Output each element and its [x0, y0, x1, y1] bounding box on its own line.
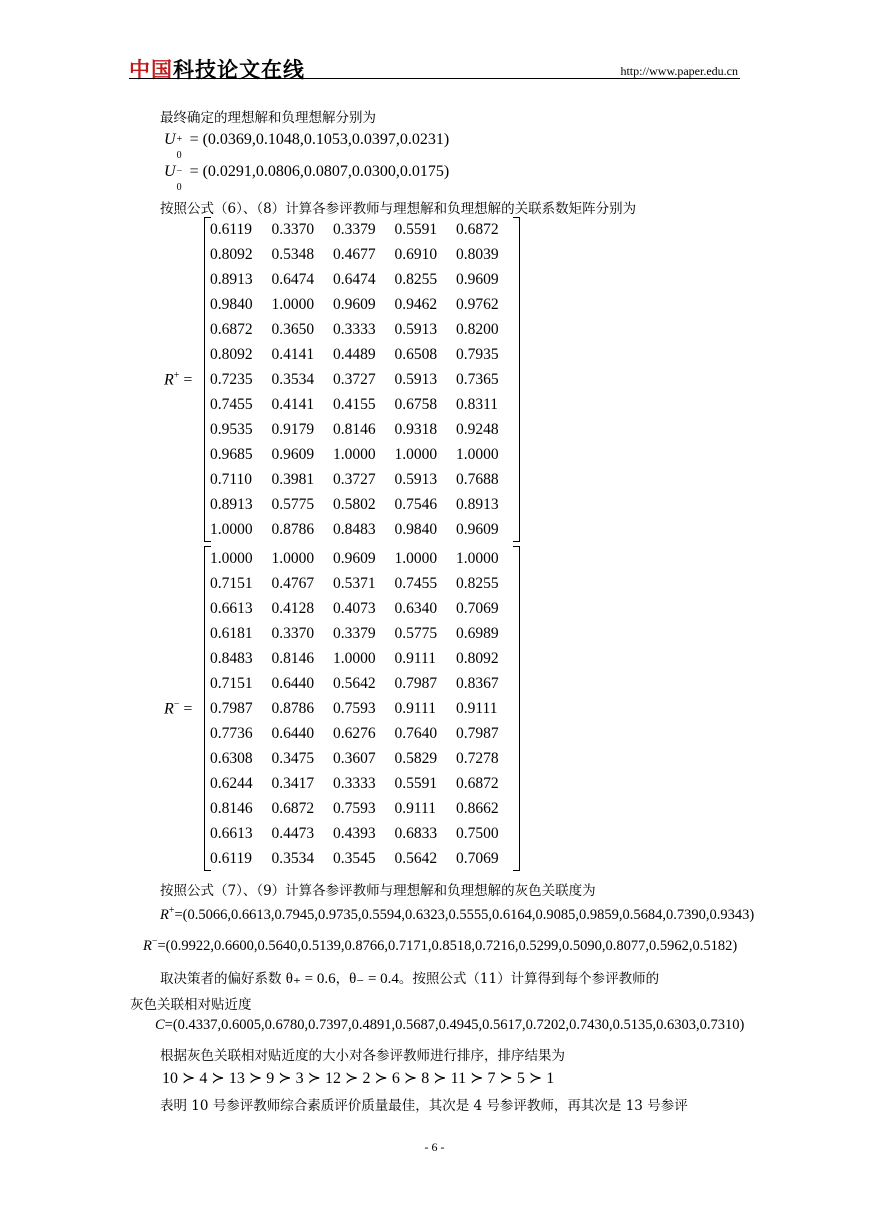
- matrix-cell: 0.7546: [394, 495, 438, 513]
- matrix-cell: 0.3534: [271, 849, 315, 867]
- matrix-cell: 0.6181: [210, 624, 253, 642]
- matrix-cell: 0.6276: [333, 724, 376, 742]
- matrix-cell: 0.6474: [333, 270, 376, 288]
- matrix-cell: 0.9535: [210, 420, 253, 438]
- matrix-cell: 0.8483: [333, 520, 376, 538]
- formula-line-1: 按照公式（6）、（8）计算各参评教师与理想解和负理想解的关联系数矩阵分别为: [160, 201, 637, 217]
- matrix-cell: 0.3475: [271, 749, 315, 767]
- matrix-row: [204, 746, 512, 771]
- header-rule: [129, 78, 740, 79]
- matrix-row: [204, 721, 512, 746]
- c-degree: C=(0.4337,0.6005,0.6780,0.7397,0.4891,0.5687,0.4945,0.5617,0.7202,0.7430,0.5135,0.6303,0.7310): [155, 1017, 745, 1033]
- r-minus-label: R− =: [164, 699, 193, 718]
- matrix-cell: 0.4393: [333, 824, 376, 842]
- matrix-cell: 0.7593: [333, 799, 376, 817]
- matrix-cell: 0.4489: [333, 345, 376, 363]
- matrix-cell: 0.7935: [456, 345, 499, 363]
- matrix-row: [204, 442, 512, 467]
- matrix-cell: 0.3981: [271, 470, 315, 488]
- matrix-row: [204, 217, 512, 242]
- matrix-cell: 0.5913: [394, 470, 438, 488]
- preference-line-2: 灰色关联相对贴近度: [130, 997, 252, 1013]
- matrix-cell: 0.6872: [456, 220, 499, 238]
- matrix-cell: 0.8092: [456, 649, 499, 667]
- matrix-row: [204, 796, 512, 821]
- matrix-cell: 0.9318: [394, 420, 438, 438]
- matrix-cell: 0.6872: [210, 320, 253, 338]
- header-url[interactable]: http://www.paper.edu.cn: [620, 64, 738, 78]
- conclusion-line: 表明 10 号参评教师综合素质评价质量最佳，其次是 4 号参评教师，再其次是 13 号参评: [160, 1098, 688, 1114]
- r-plus-label: R+ =: [164, 370, 193, 389]
- matrix-cell: 0.8146: [333, 420, 376, 438]
- matrix-cell: 0.8913: [210, 495, 253, 513]
- matrix-row: [204, 417, 512, 442]
- matrix-cell: 0.6989: [456, 624, 499, 642]
- matrix-cell: 0.5591: [394, 220, 438, 238]
- matrix-cell: 1.0000: [333, 445, 376, 463]
- matrix-cell: 1.0000: [271, 549, 315, 567]
- matrix-cell: 0.9762: [456, 295, 499, 313]
- u-minus-equation: U − 0 = (0.0291,0.0806,0.0807,0.0300,0.0175): [164, 163, 450, 193]
- matrix-cell: 0.8786: [271, 699, 315, 717]
- matrix-cell: 0.9840: [394, 520, 438, 538]
- matrix-cell: 0.9111: [394, 799, 436, 817]
- matrix-cell: 0.9462: [394, 295, 438, 313]
- matrix-cell: 0.7365: [456, 370, 499, 388]
- journal-logo: 中国科技论文在线: [129, 58, 305, 82]
- matrix-cell: 0.5802: [333, 495, 376, 513]
- matrix-cell: 0.4473: [271, 824, 315, 842]
- preference-line: 取决策者的偏好系数 θ₊ = 0.6，θ₋ = 0.4。按照公式（11）计算得到每个参评教师的: [160, 971, 660, 987]
- matrix-cell: 0.9609: [333, 549, 376, 567]
- matrix-cell: 0.3379: [333, 624, 376, 642]
- matrix-row: [204, 392, 512, 417]
- matrix-row: [204, 596, 512, 621]
- matrix-cell: 0.9248: [456, 420, 499, 438]
- matrix-cell: 0.5591: [394, 774, 438, 792]
- matrix-cell: 0.3607: [333, 749, 376, 767]
- matrix-cell: 1.0000: [210, 520, 253, 538]
- matrix-cell: 0.3370: [271, 624, 315, 642]
- matrix-cell: 0.6910: [394, 245, 438, 263]
- matrix-cell: 0.3333: [333, 320, 376, 338]
- matrix-cell: 0.5371: [333, 574, 376, 592]
- matrix-cell: 0.8255: [394, 270, 438, 288]
- matrix-cell: 0.6440: [271, 724, 315, 742]
- matrix-cell: 0.7069: [456, 849, 499, 867]
- matrix-cell: 0.4141: [271, 395, 315, 413]
- matrix-cell: 0.7151: [210, 574, 253, 592]
- matrix-row: [204, 317, 512, 342]
- matrix-cell: 0.8483: [210, 649, 253, 667]
- matrix-cell: 0.6308: [210, 749, 253, 767]
- matrix-cell: 0.7455: [394, 574, 438, 592]
- matrix-cell: 0.8913: [456, 495, 499, 513]
- matrix-cell: 0.9609: [333, 295, 376, 313]
- matrix-cell: 0.9111: [394, 649, 436, 667]
- matrix-cell: 0.6758: [394, 395, 438, 413]
- matrix-row: [204, 696, 512, 721]
- r-minus-degree: R−=(0.9922,0.6600,0.5640,0.5139,0.8766,0.7171,0.8518,0.7216,0.5299,0.5090,0.8077,0.5962,0.5182): [143, 936, 738, 954]
- matrix-row: [204, 546, 512, 571]
- matrix-cell: 0.3417: [271, 774, 315, 792]
- matrix-cell: 0.3727: [333, 470, 376, 488]
- matrix-cell: 0.6474: [271, 270, 315, 288]
- matrix-cell: 0.9111: [394, 699, 436, 717]
- matrix-cell: 1.0000: [210, 549, 253, 567]
- matrix-cell: 0.8092: [210, 245, 253, 263]
- matrix-cell: 0.9685: [210, 445, 253, 463]
- matrix-cell: 0.3379: [333, 220, 376, 238]
- matrix-cell: 0.7455: [210, 395, 253, 413]
- matrix-cell: 0.3370: [271, 220, 315, 238]
- matrix-cell: 0.8367: [456, 674, 499, 692]
- matrix-cell: 0.4141: [271, 345, 315, 363]
- intro-line: 最终确定的理想解和负理想解分别为: [160, 110, 376, 126]
- matrix-row: [204, 342, 512, 367]
- matrix-cell: 0.7110: [210, 470, 253, 488]
- matrix-cell: 0.6340: [394, 599, 438, 617]
- matrix-cell: 0.5642: [333, 674, 376, 692]
- matrix-cell: 0.5348: [271, 245, 315, 263]
- matrix-cell: 0.3333: [333, 774, 376, 792]
- matrix-cell: 0.7500: [456, 824, 499, 842]
- matrix-row: [204, 671, 512, 696]
- matrix-row: [204, 646, 512, 671]
- matrix-cell: 0.9609: [456, 270, 499, 288]
- matrix-cell: 0.7235: [210, 370, 253, 388]
- matrix-cell: 0.3650: [271, 320, 315, 338]
- matrix-cell: 1.0000: [456, 445, 499, 463]
- matrix-cell: 0.9111: [456, 699, 498, 717]
- matrix-cell: 0.7688: [456, 470, 499, 488]
- r-minus-matrix: [204, 546, 512, 871]
- matrix-row: [204, 467, 512, 492]
- matrix-cell: 0.6119: [210, 849, 253, 867]
- matrix-cell: 0.8039: [456, 245, 499, 263]
- matrix-cell: 0.7640: [394, 724, 438, 742]
- matrix-cell: 0.7987: [456, 724, 499, 742]
- matrix-cell: 0.6833: [394, 824, 438, 842]
- matrix-cell: 0.9840: [210, 295, 253, 313]
- matrix-cell: 0.8255: [456, 574, 499, 592]
- matrix-row: [204, 771, 512, 796]
- r-plus-degree: R+=(0.5066,0.6613,0.7945,0.9735,0.5594,0.6323,0.5555,0.6164,0.9085,0.9859,0.5684,0.7390,0.9343): [160, 905, 755, 923]
- u-plus-equation: U + 0 = (0.0369,0.1048,0.1053,0.0397,0.0231): [164, 131, 450, 161]
- matrix-cell: 0.6613: [210, 824, 253, 842]
- matrix-row: [204, 571, 512, 596]
- matrix-cell: 0.4767: [271, 574, 315, 592]
- matrix-cell: 0.7736: [210, 724, 253, 742]
- matrix-cell: 0.6119: [210, 220, 253, 238]
- matrix-cell: 1.0000: [333, 649, 376, 667]
- matrix-cell: 0.5775: [394, 624, 438, 642]
- matrix-row: [204, 621, 512, 646]
- matrix-cell: 0.8662: [456, 799, 499, 817]
- matrix-cell: 0.7069: [456, 599, 499, 617]
- matrix-cell: 0.4128: [271, 599, 315, 617]
- matrix-cell: 0.7278: [456, 749, 499, 767]
- matrix-cell: 0.9609: [456, 520, 499, 538]
- matrix-cell: 1.0000: [394, 445, 438, 463]
- matrix-cell: 0.7987: [210, 699, 253, 717]
- matrix-cell: 0.5829: [394, 749, 438, 767]
- matrix-row: [204, 242, 512, 267]
- matrix-cell: 0.9179: [271, 420, 315, 438]
- matrix-row: [204, 267, 512, 292]
- matrix-cell: 0.5775: [271, 495, 315, 513]
- matrix-cell: 0.8200: [456, 320, 499, 338]
- matrix-cell: 0.8913: [210, 270, 253, 288]
- matrix-cell: 0.5913: [394, 320, 438, 338]
- matrix-row: [204, 517, 512, 542]
- matrix-cell: 0.7151: [210, 674, 253, 692]
- matrix-cell: 0.8786: [271, 520, 315, 538]
- page-number: - 6 -: [424, 1140, 445, 1154]
- matrix-row: [204, 846, 512, 871]
- matrix-cell: 0.3545: [333, 849, 376, 867]
- matrix-cell: 0.8146: [210, 799, 253, 817]
- matrix-cell: 0.4073: [333, 599, 376, 617]
- matrix-cell: 0.6613: [210, 599, 253, 617]
- matrix-cell: 0.5642: [394, 849, 438, 867]
- matrix-row: [204, 292, 512, 317]
- matrix-cell: 0.4155: [333, 395, 376, 413]
- matrix-cell: 0.8146: [271, 649, 315, 667]
- matrix-cell: 0.6872: [271, 799, 315, 817]
- matrix-row: [204, 367, 512, 392]
- ranking-result: 10 ≻ 4 ≻ 13 ≻ 9 ≻ 3 ≻ 12 ≻ 2 ≻ 6 ≻ 8 ≻ 11 ≻ 7 ≻ 5 ≻ 1: [162, 1070, 555, 1087]
- matrix-cell: 0.7593: [333, 699, 376, 717]
- matrix-cell: 1.0000: [456, 549, 499, 567]
- matrix-cell: 1.0000: [394, 549, 438, 567]
- matrix-cell: 0.4677: [333, 245, 376, 263]
- ranking-intro: 根据灰色关联相对贴近度的大小对各参评教师进行排序，排序结果为: [160, 1048, 565, 1064]
- matrix-cell: 1.0000: [271, 295, 315, 313]
- matrix-cell: 0.6440: [271, 674, 315, 692]
- formula-line-2: 按照公式（7）、（9）计算各参评教师与理想解和负理想解的灰色关联度为: [160, 883, 596, 899]
- matrix-cell: 0.6244: [210, 774, 253, 792]
- matrix-cell: 0.8092: [210, 345, 253, 363]
- matrix-cell: 0.7987: [394, 674, 438, 692]
- matrix-cell: 0.3727: [333, 370, 376, 388]
- matrix-cell: 0.6508: [394, 345, 438, 363]
- matrix-cell: 0.9609: [271, 445, 315, 463]
- r-plus-matrix: [204, 217, 512, 542]
- matrix-cell: 0.5913: [394, 370, 438, 388]
- matrix-row: [204, 492, 512, 517]
- matrix-cell: 0.6872: [456, 774, 499, 792]
- matrix-cell: 0.3534: [271, 370, 315, 388]
- matrix-row: [204, 821, 512, 846]
- matrix-cell: 0.8311: [456, 395, 499, 413]
